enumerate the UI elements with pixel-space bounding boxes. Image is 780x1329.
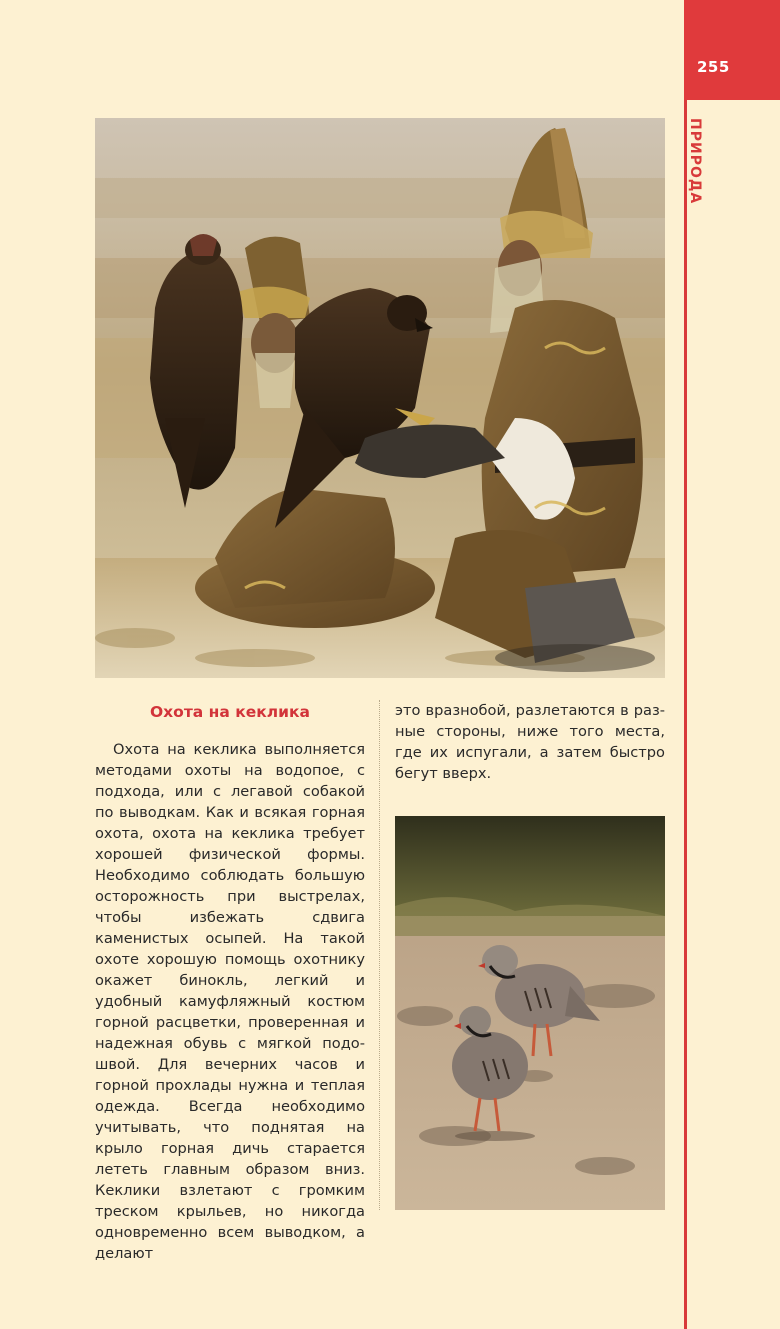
right-column — [395, 700, 665, 784]
article-title: Охота на кеклика — [150, 703, 310, 721]
partridges-photo — [395, 816, 665, 1210]
column-divider — [379, 700, 380, 1210]
falconers-photo — [95, 118, 665, 678]
article-body-left: Охота на кеклика выполняется методами охоты на водопое, с подхода, или с легавой собакой по выводкам. Как и всякая горная охота, охота на кеклика требует хорошей физической формы. Необходимо соблюдать большую осторожность при выстрелах, чтобы избежать сдвига каменистых осыпей. На такой охоте хорошую помощь охотнику окажет бинокль, легкий и удобный камуфляжный костюм горной расцветки, проверенная и надежная обувь с мягкой подошвой. Для вечерних часов и горной прохлады нужна и теплая одежда. Всегда необходимо учитывать, что поднятая на крыло горная дичь старается лететь главным образом вниз. Кеклики взлетают с громким треском крыльев, но никогда одновременно всем выводком, а делают — [95, 741, 365, 1262]
page-number: 255 — [697, 58, 730, 76]
left-column — [95, 700, 365, 1264]
article-body-right: это вразнобой, разлетаются в разные стороны, ниже того места, где их испугали, а затем быстро бегут вверх. — [395, 702, 665, 782]
page-number-tab — [684, 0, 780, 100]
section-label: ПРИРОДА — [687, 118, 703, 205]
